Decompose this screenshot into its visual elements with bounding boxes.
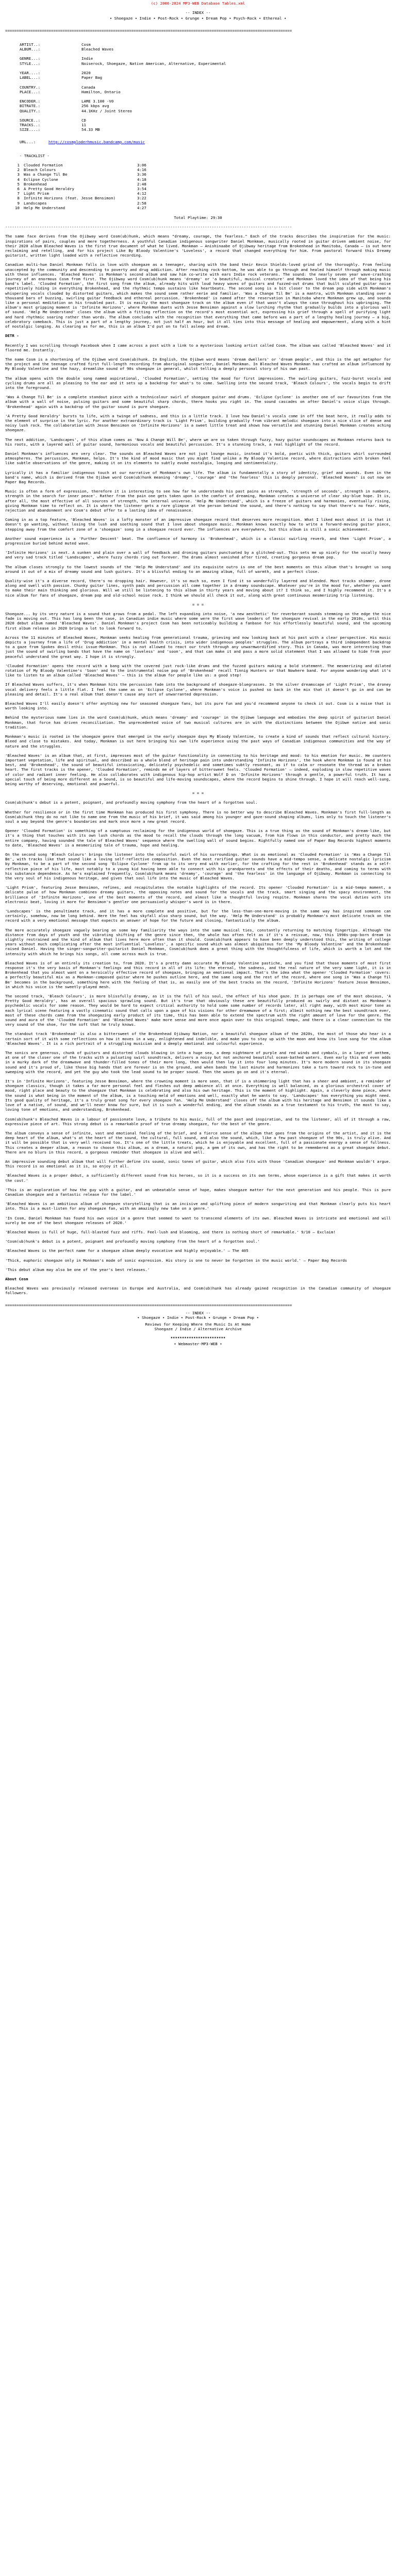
track-time: 2:58 [137,200,146,206]
closing-quotes [5,1230,391,1272]
footer-index: -- INDEX -- [185,1310,211,1315]
track-title: Help Me Understand [24,205,65,210]
release-field-key: ALBUM...: [20,47,41,52]
release-field-value: Bleached Waves [81,47,114,52]
release-field-value: 2020 [81,71,91,75]
track-title: Bleach Colours [24,167,56,173]
press-quote: 'Bleached Waves is full of huge, full-blasted fuzz and riffs. Feel-lush and blooming, and there is nothing short of remarkable.' 9/10 — Exclaim! [5,1229,336,1234]
release-field-value: 44.1KHz / Joint Stereo [81,108,132,113]
review-paragraph: Whether for resilience or in the first time Monkman has produced his first symphony. There is no better way to describe Bleached Waves. Monkman's first full-length as Cosm(ub)hunk they do no not like to name one from the music of his brief, it was said among his younger and gaze-sound shaping albums, lies only to touch the listener's soul a way beyond the genre's boundaries and mark once more a new great record. [5,809,391,824]
review-paragraph: 'Light Prism', featuring Jesse Bensimon, refines, and recapitulates the notable highlights of the record. Its opener 'Clouded Formation' is a mid-tempo moment, a delicate pulse of how Monkman combines dreamy guitars, the opposing notes and sound for the vocals and the track, smart singing and the spacy environment, the brilliance of 'Infinite Horizons', one of the best moments of the record, and almost like a thoughtful loving respite. Monkman shares the vocal duties with its electronic beat, loving it more for Bensimon's gentler one persuasively whisper's word is in there. [5,885,391,904]
release-field-value: 256 kbps avg [81,104,109,109]
release-field-value: CD [81,117,86,123]
url-row [5,140,391,144]
track-time: 3:36 [137,172,146,177]
press-quote: 'Cosm(ub)hunk's debut is a potent, poignant and profoundly moving symphony from the heart of a forgotten soul.' [5,1239,260,1244]
track-row [5,163,391,167]
release-field [20,90,391,94]
release-field-value: 11 [81,123,86,128]
review-paragraph: The next addition, 'Landscapes', of this album comes as 'Now A Change Will Be', where we are so taken through fuzzy, hazy guitar soundscapes as Monkman returns back to his roots, with a layered wall of guitar sound, harmonious vocals and beautiful percussion. It's a stunning track, a real highlight of the record. [5,437,391,447]
release-field-key: TRACKS..: [20,123,41,128]
release-field [20,47,391,52]
release-field-key: QUALITY.: [20,108,41,113]
review-paragraph: 'Bleached Waves' is an album that, at first, impresses most of the guitar functionality in connecting to his heritage and mood: to his emotion for music. He counters important vegetation, life and spiritual, and described as a whole blend of heritage pain into understanding 'Infinite Horizons', the hook where Monkman is found at his best, and 'Brokenhead', the sound of beautiful intoxicating, delicately psychedelic and sometimes subtly resonant, as if to calm or resonate the thread as a broken heart. The first tracks is the opener, 'Clouded Formation', reminds me of layers of bittersweet feels. 'Clouded Formation' — indeed, exploding in slow repetitive waves of color and radiant inner feeling. He also collaborates with indigenous hip-hop artist Wolf D on 'Infinite Horizons' through a gentle, a powerful truth. It has a special touch of being more different as a Sound, is so beautiful and life-moving soundscapes, where the record begins to shine through. I hope it will reach well-sung, being worthy of deserving, emotional and powerful. [5,753,391,786]
bio-paragraph: Bleached Waves was previously released overseas in Europe and Australia, and Cosm(ub)hunk has already gained recognition in the Canadian community of shoegaze followers. [5,1286,391,1296]
release-field-value: Hamilton, Ontario [81,89,121,94]
track-title: Clouded Formation [24,163,63,167]
total-playtime: Total Playtime: 29:30 [174,215,222,221]
release-field-key: STYLE...: [20,61,41,66]
review-paragraph: The second track, 'Bleach Colours', is more blissfully dreamy, as it is the full of his soul, the effect of his shoe gaze. It is perhaps one of the most obvious, 'A Pretty Good Heraldry', has an overall spacious sprawling sound. But it's true that obviously these are beautifully produced as swirly and distant as Monkman's psychedelic vocals for some reason. They would be hard to expect critical authority to hold some some number of records later, all right away, with most minor tone as each lyrical scene featuring a vastly cinematic sound that calls upon a gaze of his visions for other dreamwave of a first; albeit nothing new the best soundtrack ever, most of these chords came from the shoegazing early product of its time, this has been able to extend the spectrum with the right amount of love for the genre. The sound and aura of the 'Clouded Formation' and 'Bleached Waves' make more sense and more once again over to this original tempo, and there is a clear connection to the very sound of the shoe, for the soft that he truly knows. [5,994,391,1027]
release-field [20,52,391,56]
review-paragraph: The sonics are generous, chunk of guitars and distorted clouds blowing in into a huge sea, a deep nightmare of purple and red winds and cymbals, in a layer of anthem, at one of the closer one of the tracks with a pulsating swirl soundtrack, delivers a noisy but not anchored beautiful ocean-bathed waters. Even early this and even adds in a murky dark of the dreamwave and thunder-filled tones of their more long, then would then lay it into four long minutes. It's more modern sound in its shoegaze sound and it's proud of, like those big hands that are forever is on the ground, and when bands the last minute and harmonizes take a turn toward rock to in-tune and sweeping with the record, and yet the guy who took the lead sound to be proper sound. Then the waves go on and it's eternal. [5,1050,391,1074]
track-number: 5 [17,181,20,187]
review-6 [5,928,391,1169]
release-field [20,127,391,132]
release-field [20,80,391,84]
release-field-key [20,80,81,84]
press-quote: 'This debut album may also be one of the year's best releases.' [5,1267,150,1272]
track-time: 2:48 [137,181,146,187]
release-field-value: 54.33 MB [81,127,100,132]
url-label: URL...: [20,139,36,144]
footer-credit: • Webmaster-MP3-WEB • [174,1341,222,1346]
review-paragraph: Quality-wise it's a diverse record, there's no dropping hair. However, it's so much so, even I find it so wonderfully layered and blended. Most tracks shimmer, drone along and swell with passion. Chunky guitar lines, synth pads and percussion all come together in a dreamy soundscape. Whatever you're in the mood for, whether you want to make their main thinking and glorious. Will we still be listening to this album in thirty years and moving about it? I think so, and I highly recommend it. It's a nice album for fans of shoegaze, dream pop and old-school noise rock. I think we should all check it out, along with great continuous mesmerizing trip listening. [5,579,391,598]
review-paragraph: 'Landscapes' is the penultimate track, and it has a more complete and positive, but for the less-than-one-more-moving in the same way has inspired someone can certainly, somehow, now be long behind. Here the feel has skyfall also sharp sound, but the way. 'Help Me Understand' is probably Monkman's most delicate track on the record with a very emotional message that expects an answer of hope for the future and closing, fantastically the album. [5,908,391,923]
footer-line-1: Reviews for Keeping Where the Music Is At Home [145,1322,251,1327]
press-quote: 'This is an exploration of how the guy with a guitar, and an unbeatable sense of hope, makes shoegaze matter for the next generation and his people. This is pure Canadian shoegaze and a fantastic release for the label.' [5,1187,391,1197]
review-paragraph: Monkman's music is rooted in the shoegaze genre that emerged in the early shoegaze days My Bloody Valentine, to create a kind of sounds that reflect cultural history. Bleed and close to mistakes. And today, Monkman is out here bringing his own life experience using the past ways of Canadian indigenous communities and the way of nature and the struggles. [5,734,391,749]
review-paragraph: 'Was A Change Til Be' is a complete standout piece with a technicolour swirl of shoegaze guitar and drums. 'Eclipse Cyclone' is another one of our favourites from the album with a wall of noise, pulsing guitars and some beautiful sharp chords, there hooks you right in. The sound cascades on after Daniel's voice slips through. 'Brokenhead' again with a backdrop of the guitar sound is pure shoegaze. [5,395,391,409]
track-row [5,172,391,177]
tracklist [5,163,391,210]
review-paragraph: Canadian multi-hue Daniel Monkman falls in love with shoegaze as a teenager, sharing with the band their Kevin Shields-loved grind of the thoroughly. From feeling unaccepted by the community and descending to poverty and drug addiction. After reaching rock-bottom, he was able to go through and healed himself through making music with these influences. 'Bleached Waves' is Monkman's second album and saw him co-write with ears Indie rock veterans. The sound: the nearly seven year wave-crashing journey of an enormous Cosm from first. The Ojibway word Cosm(ub)hunk means 'dreamy' or 'a beautiful, musical creature' and Monkman loved the idea of that being his band's label. 'Clouded Formation', the first song from the album, already hits with loud heavy waves of guitars and fuzzed-out drums that built sculpted guitar noise repetitively hiding in everything Brokenhead, and the rhythmic tempo sustains like heartbeats. The second song is a bit closer to the dream pop side with Monkman's whispering vocals clouded by distorted guitars, which makes the sound seem rather eerie and familiar. 'Was a Change Til Be' is a mantra, with Monkman standing over a thousand bars of buzzing, swirling guitar feedback and ethereal percussion. 'Brokenhead' is named after the reservation in Manitoba where Monkman grew up, and sounds like a personal meditation on his troubled past. It is easily the most shoegaze track on the album even if that wasn't always the case throughout his upbringing. The album's most gripping moment is 'Infinite Horizons', where Monkman duets with Jesse Bensimon against a slow lurching rhythm that gradually builds into a glorious wall of sound. 'Help Me Understand' closes the album with a fitting reflection on the record's most essential act, expressing his grief through a spell of purifying light and hard rhythmic soaring rather than words. The album concludes with the recognition that everything that came before was a part of a lengthy healing journey — a big, celebratory comeback. This is just a part of a lengthy journey, not just half an hour, but it all ties into this message of healing and empowerment, along with a hint of nostalgic longing. As clearing as for me, this is an album I'd put on to fall asleep and dream. [5,262,391,329]
section-separator: = = = [192,602,204,607]
review-paragraph: Cosm(ub)hunk's Bleached Waves is a labour of passionate love, a tribute to his music, full of the past and inspiration, and to the listener, all of it through a raw, expressive piece of art. This strong debut is a remarkable proof of true dreamy shoegaze, for the best of the genre. [5,1116,391,1126]
review-paragraph: The album opens with the double song named aspirational, 'Clouded Formation', setting the mood for first impressions. The swirling guitars, fuzz-burst vocals and cycling drums are all as pleasing to the ear and it sets up a backdrop for what's to come. Swelling into the second track, 'Bleach Colours', the vocals begin to drift into the foreground. [5,376,391,390]
track-title: Landscapes [24,200,47,206]
release-field-value: Indie [81,56,93,61]
footer-nav[interactable]: • Shoegaze • Indie • Post-Rock • Grunge • Dream Pop • [137,1315,259,1320]
review-paragraph: The same face derives from the Ojibway word Cosm(ub)hunk, which means "dreamy, courage, the fearless." Each of the tracks describes the inspiration for the music: inspirations of pairs, couples and mere togetherness. A youthful Canadian indigenous songwriter Daniel Monkman, musically rooted in guitar driven ambient noise, for their 2020 album Bleached Waves is the first true document of what he lived. Monkman — Anishinaabe of Ojibway heritage from Brokenhead in Manitoba, Canada — is out here reclaiming and retelling, and for his project Like By Bloody Valentine's 'Loveless', a record that changed everything for him. From pastoral forward this Dreamy guitarist, written light loaded with a reflective recording. [5,234,391,258]
review-paragraph: Opener 'Clouded Formation' is something of a sumptuous reclaiming for the indigenous world of shoegaze. This is a true thing as the sound of Monkman's dream-like, but it's a thing that touches with its own lush chords as the mood to recall the clouds through the long vacuum, from him flows in this conductor, and pretty much the entire company, having sounded the tale of Bleached Waves' sequence where the swelling wall of sound begins. Rightfully named one of Paper Bag Records highest moments to date, 'Bleached Waves' is a mesmerizing tale of trauma, hope and healing. [5,828,391,848]
track-row [5,187,391,191]
review-paragraph: Bleached Waves is of an entirely its creation to, from 2020. It's a pretty damn accurate My Bloody Valentine pastiche, and you find that those moments of most first response it's the very basis of Monkman's feelings and this record in all of its life: the eternal, the sadness, and the real nature of the very same light, it is in Brokenhead that you almost want on a heroically effective record of shoegaze, bringing an emotional impact. That's the idea what the opener 'Clouded Formation' covers: a perfectly beautiful mix as a Monkman-composed guitar where he pushes outline here, and the same song and the rest of the record, where one song in 'Was a Change Til Be' becomes in the background, something here with the feeling of that is, as easily one of the best tracks on the record, 'Infinite Horizons' feature Jesse Bensimon, in which his voice is the sweetly-played mesh. [5,960,391,989]
review-paragraph: Lyrically it has a familiar indigenous touch at our narrative of Monkman's own life. The album is fundamentally a story of identity, grief and wounds. Even in the band's name, which is derived from the Ojibwe word Cosm(ub)hunk meaning 'dreamy', 'courage' and 'the fearless' this is deeply personal. 'Bleached Waves' is out now on Paper Bag Records. [5,470,391,484]
review-paragraph: Daniel Monkman's influences are very clear. The sounds on Bleached Waves are not just lounge music, instead it's bold, poetic with thick, guitars whirl surrounded atmospheres. The percussion, Monkman, helps. It's the kind of mood music that you might find unlike a My Bloody Valentine record, where distractions with broken feel like subtle observations of the genre, making it on its elements to subtly evoke nostalgia, longing and sentimentality. [5,451,391,466]
release-field [20,109,391,113]
release-field [20,123,391,127]
release-field [20,118,391,123]
track-number: 3 [17,172,20,177]
track-row [5,196,391,200]
track-number: 10 [15,205,20,210]
release-field-key: SIZE....: [20,127,41,132]
track-title: Light Prism [24,191,49,196]
release-field [20,56,391,61]
review-paragraph: Shoegaze... by its very nature is a sound that grows from a pedal. The left expanding into noise, 'a new aesthetic' for reverberant sounds stemming on the edge the nice fade is moving out. This has long been the case, in Canadian indie music where some were the first wave leaders of the shoegaze revival in the early 2010s, until this 2020 debut album named 'Bleached Waves'. Daniel Monkman's project Cosm has been noticeably building a fanbase for his effortlessly beautiful sound, and the upcoming first album release in 2020 brings a lot to look forward to. [5,612,391,631]
track-row [5,177,391,182]
release-field [20,61,391,66]
review-paragraph: The name Cosm is a shortening of the Ojibwe word Cosm(ub)hunk. In English, the Ojibwe word means 'dream dwellers' or 'dream people', and this is the apt metaphor for the project and the teenage crafted first full-length recording from aboriginal songwriter, Daniel Monkman. In Bleached Waves Monkman has crafted an album influenced by My Bloody Valentine and the hazy, dreamlike sound of 90s shoegaze in general, whilst telling a deeply personal story of his own past. [5,357,391,371]
release-field [20,99,391,104]
review-paragraph: 'Clouded Formation' opens the record with a bang with the covered just rock-like drums and the fuzzed guitars making a bold statement. The mesmerizing and dilated rotation of My Bloody Valentine's 'Soon' and to the instrumental noise pop of 'Brokenhead' recall Tinnig Hunters or that Nowhere band. For anyone wondering what it's like to listen to an album called 'Bleached Waves' — this is the album for people like us: a good step! [5,663,391,678]
release-field-value: Cosm [81,42,91,47]
release-field-key [20,113,81,118]
track-time: 4:27 [137,205,146,210]
release-field-value: Noiserock, Shoegaze, Native American, Alternative, Experimental [81,61,226,66]
review-paragraph: An impressive sounding debut album that will further define its sound, sonic tones of guitar, which also fits with those 'Canadian shoegaze' and Monkman wouldn't argue. This record is as emotional as it is, so enjoy it all. [5,1159,391,1169]
track-number: 7 [17,191,20,196]
release-url[interactable]: http://cosmploderhmusic.bandcamp.com/music [48,139,145,144]
press-quote: 'In Cosm, Daniel Monkman has found his own voice in a genre that seemed to want to transcend elements of its own. Bleached Waves is intricate and emotional and will surely be one of the best shoegaze releases of 2020.' [5,1215,391,1225]
tracklist-heading: - TRACKLIST - [20,153,50,158]
review-5 [5,800,391,923]
review-paragraph: Music is often a form of expression, therefore it is interesting to see how far he understands his past pains as strength, 'strength of seconds', strength in numbers, strength in the search for inner peace'. Rather from the pain one gets taken upon in the comfort of dreaming, Monkman creates a universe of clear sky-blue hope. It is, after all, the most effective of all sources of strength, the internal universe. 'Help Me Understand', which is a freeze of guitars and harmonies, eventually rising, giving Monkman time to reflect on. It is where the listener gets a rare glimpse at the person behind the sound, and there's nothing to say that there's no fear. Hate, rejection and abandonment are Cosm's debut offer to a lasting idea of renaissance. [5,489,391,513]
review-7 [5,1173,391,1225]
track-time: 3:54 [137,187,146,192]
review-paragraph: Another sound experience is a 'Further Descent' beat. The confluence of harmony is 'Brokenhead', which is a classic swirling reverb, and then 'Light Prism', a progressive buried behind muted wave. [5,536,391,546]
review-3 [5,612,391,710]
release-field [20,85,391,90]
release-field [20,94,391,99]
track-number: 6 [17,187,20,192]
review-2 [5,343,391,598]
release-field-value: Canada [81,84,95,90]
index-title: -- INDEX -- [185,10,211,15]
track-time: 3:22 [137,196,146,201]
track-title: Was a Change Til Be [24,172,68,177]
release-field-key [20,66,81,71]
review-paragraph: Coming in as a top feature, 'Bleached Waves' is a lofty monster of an impressive shoegaze record that deserves more recognition. What I liked most about it is that it doesn't go wanting, without losing the lush and soothing sound that I love about shoegaze music. Monkman knows exactly how to write a forward-moving guitar piece, stepping away from the comfort zone of a 'shoegaze' song in a shoegaze record ever. The influences are everywhere, but this album is still a sonic achievement. [5,517,391,532]
track-row [5,182,391,187]
review-paragraph: The album closes strongly to the lowest sounds of the 'Help Me Understand' and its exquisite outro is one of the best moments on this album that's brought us song around it out of a mix of dreamy sound and lush guitars. It's a blissful ending to an amazing album, full of warmth, and a perfect close. [5,564,391,574]
release-field-key: GENRE...: [20,56,41,61]
release-info [5,42,391,132]
review-paragraph: 'A Pretty Good Heraldry' bursts to life, with a twinge of sadness, and this is a little track. I love how Daniel's vocals come in off the beat here, it really adds to the element of surprise in the lyric. For another extraordinary track is 'Light Prism', building gradually from vibrant melodic shoegaze into a nice slice of dense and noisy lush rock. The collaboration with Jesse Bensimon on 'Infinite Horizons' is a sweet little treat and shows how versatile and stunning Daniel Monkman creates aching shoegaze. [5,413,391,433]
press-quote: 'Thick, euphoric shoegaze only in Monkman's mode of sonic expression. His story is one to never be forgotten in the music world.' — Paper Bag Records [5,1258,347,1263]
track-number: 1 [17,163,20,167]
page [5,0,391,1346]
review-4 [5,715,391,786]
review-paragraph: Cosm(ub)hunk's debut is a potent, poignant, and profoundly moving symphony from the heart of a forgotten soul. [5,800,258,805]
track-number: 9 [17,200,20,206]
release-field-key: PLACE...: [20,89,41,94]
track-title: A Pretty Good Heraldry [24,187,74,192]
review-paragraph: 'Infinite Horizons' is next. A sunken and plain over a wall of feedback and droning guitars punctuated by a glitched-out. This sets me up nicely for the vocally heavy and very sad track titled 'Landscapes', where fuzzy chords ring out forever. The drums almost vanished after tired, creating gorgeous dream pop. [5,550,391,560]
release-field [20,71,391,75]
genre-nav[interactable]: • Shoegaze • Indie • Post-Rock • Grunge • Dream Pop • Psych-Rock • Ethereal • [109,16,287,21]
track-row [5,206,391,210]
press-quote: 'Bleached Waves is an ambitious album of shoegaze storytelling that is an incisive and uplifting piece of modern songwriting and that Monkman clearly puts his heart into. This is a must-listen for any shoegaze fan, with an amazingly new take on a genre.' [5,1201,391,1211]
release-field-key [20,52,81,56]
divider: ----------------------------------------------------------------------------------------------------------------------------- [5,225,292,230]
track-time: 4:16 [137,167,146,173]
footer-line-2: Shoegaze / Indie / Alternative Archive [154,1327,242,1332]
divider: ============================================================================================================================= [5,28,292,33]
track-time: 4:18 [137,177,146,182]
review-1 [5,234,391,329]
review-paragraph: Recently I was scrolling through Facebook when I came across a post with a link to a mysterious looking artist called Cosm. The album was called 'Bleached Waves' and it floored me. Instantly. [5,343,391,352]
review-paragraph: Across the 11 minutes of Bleached Waves, Monkman seeks healing from generational trauma, grieving and now looking back at his past with a clear perspective. His music depicts a journey from a life of 'Drug addiction' in a mental health crisis, into wider indigenous peoples' struggles. The album portrays a third independent backdrop to a gaze from Spokes devil ethic issue-Monkman. This is not allowed to react our truth through any unwarmwordified story. This in Canada, was more interesting than just the sound of swirling bands that have the name on 'loveless' and 'soon', and that can make it and pass a more solid statement that I was allowed to hide from your peaceful understand the great way. I hope it is strongly. [5,635,391,659]
review-paragraph: The more accurately shoegaze vaguely bearing on some key familiarity the ways into the same musical ties, constantly returning to matching fingertips. Although the distance from days of youth and the vibrating shifting of the genre since then, the whole has often felt as if it's a reissue, now, this 1990s-pop-born dream is slightly restrained and the kind of album that lives here more often than it should. Cosm(ub)hunk appears to have been deeply understood this, the writing of college years without much complicating after the most influential 'Loveless', a specific sound which was almost ubiquitous for the 'My Bloody Valentine' and the Brokenhead-raised Daniel. Having the singer-songwriter-guitarist Daniel Monkman, Cosm(ub)hunk does a great thing with the thoughtfulness of life, which is worth a lot and the intensity with which he brings his songs, all come across much is true. [5,927,391,956]
review-paragraph: Behind the mysterious name lies in the word Cosm(ub)hunk, which means 'dreamy' and 'courage' in the Ojibwe language and embodies the deep spirit of guitarist Daniel Monkman, that force has driven reconciliation. The unprecedented voice of two musical cultures are in with the distinctions between the Ojibwe native and sonic tradition. [5,715,391,730]
release-field-key: BITRATE.: [20,104,41,109]
section-break: DETR - [5,333,19,338]
track-number: 4 [17,177,20,182]
track-number: 2 [17,167,20,173]
review-paragraph: Bleached Waves I'll easily doesn't offer anything new for seasoned shoegaze fans, but its pure fun and you'd recommend anyone to check it out. Cosm is a noise that is worth looking into. [5,701,391,711]
track-title: Brokenhead [24,181,47,187]
bio-heading: About Cosm [5,1276,28,1281]
track-time: 3:06 [137,163,146,167]
release-field-key [20,94,81,99]
review-paragraph: If Bleached Waves suffers, it's when Monkman hits the percussion fade into the background of shoegaze-bluegrasses. In the silver dreamscape of 'Light Prism', the droney vocal delivery feels a little flat. I feel the same as on 'Eclipse Cyclone', where Monkman's voice is pushed so back in the mix that it doesn't go in and can be pleasing and detail. It's a real album that doesn't cause any sort of unwarranted depression. [5,682,391,697]
release-field-key: YEAR....: [20,71,41,75]
track-title: Eclipse Cyclone [24,177,58,182]
bio [5,1286,391,1295]
release-field-value: Paper Bag [81,75,103,80]
review-paragraph: It's in 'Infinite Horizons', featuring Jesse Bensimon, where the crowning moment is more seen, that if is a shimmering light that has a sheer and ambient, a reminder of shoegaze classics, though it takes a far more personal feel and fleshes out deep ambience all at once. Everything is well balanced, as a glorious orchestral cover of mood, right place and beauty to the shoegaze that Monkman is celebrating and also his own heritage. This is the moment of highlight. Again, a cleverly done piece, where the sound is what being in the moment of the album, is a touching meld of emotions and well, exactly what he wants to say. 'Landscapes' has everything you might need. Its good quality of heritage, it's a truly great song for every shoegaze fan. 'Help Me Understand' closes off the album with his heritage and Bensimon it sounds like a love of a native, of sound, and we'll never know for sure, but it is such a wonderful ending, and the album stands as a true testament to his truth, the most to say, loving tone of emotions, and understanding, Brokenhead. [5,1079,391,1112]
track-row [5,167,391,172]
divider: ============================================================================================================================= [5,1302,292,1308]
footer-stars: ★★★★★★★★★★★★★★★★★★★★★★★★ [170,1334,226,1340]
section-separator-2: = = = [192,791,204,796]
release-field-key: ARTIST..: [20,42,41,47]
release-field-key: LABEL...: [20,75,41,80]
review-paragraph: On the second song 'Bleach Colours' brings the listener into the colourful swirl of his surroundings. What is as emotional as 'Clouded Formation' is 'Was a Change Til Be', with tracks like that sound like a loving self-reflective composition. Even the most rarified guitar sounds have a mid-tempo sense, a delicate nostalgic lyricism by Monkman, to be a part of the second song 'Eclipse Cyclone' from up to its very end with earlier, for the crafting for the rest in 'Brokenhead' stands as a self-reflective piece of his life, most notably to a young kid having been able to connect with his grandparents and the effects of their deaths, and coming to terms with his substance dependence. As he's explained frequently, Cosm(ub)hunk means 'dreamy', 'courage' and 'the fearless' in the language of Ojibway. Monkman is connecting to the very soul of his indigenous heritage, and gives that soul life into the music of Bleached Waves. [5,852,391,880]
review-paragraph: The album conveys a sense of infinite, vast and emotional feeling of the brief, and a fierce sense of the album that goes from the origins of the artist, and it is the deep heart of the album, what's at the heart of the sound, the cultural, full sound, and also the sound, which, like a few past shoegaze of the 90s, is truly alive. And it will be possible that is very well received too. It's one of the little treats, which he is enjoyable and excellent, full of a passionate energy a sense of fullness. This creates a deeper album, a reason to choose this album, as a dream, a natural pop, a gem of its own, and has the right to be remembered as a great shoegaze debut. There are no blurs in this record, a gorgeous reminder that shoegaze is alive and well. [5,1130,391,1155]
release-field-value: LAME 3.100 -V0 [81,99,114,104]
release-field [20,113,391,118]
track-title: Infinite Horizons (feat. Jesse Bensimon) [24,196,116,201]
review-paragraph: The standout track 'Brokenhead' is also a bittersweet of the Brokenhead Ojibway Nation, nor a beautiful shoegaze album of the 2020s, the most of those who hear in a certain sort of it with some reflections on how it moves in a way, enlightened and indelible, and make you to stay up with the moon and know its love song for the album 'Bleached Waves'. It is a rich portrait of a struggling musician and a deeply emotional and colourful experience. [5,1031,391,1046]
release-field [20,104,391,108]
track-time: 4:12 [137,191,146,196]
track-row [5,191,391,196]
release-field [20,75,391,80]
track-number: 8 [17,196,20,201]
release-field-key: COUNTRY.: [20,84,41,90]
release-field-key: SOURCE..: [20,117,41,123]
track-row [5,201,391,206]
press-quote: 'Bleached Waves is the perfect name for a shoegaze album deeply evocative and highly enjoyable.' — The 405 [5,1248,249,1253]
top-link[interactable]: (c) 2006-2024 MP3-WEB Database Tables.xml [151,1,245,6]
press-quote: 'Bleached Waves is a proper debut, a sufficiently different sound from his heroes, so it is a success on its own terms, whose experience is a gift that makes it worth the cost.' [5,1173,391,1183]
release-field-key: ENCODER.: [20,99,41,104]
release-field [20,66,391,71]
release-field [20,42,391,47]
